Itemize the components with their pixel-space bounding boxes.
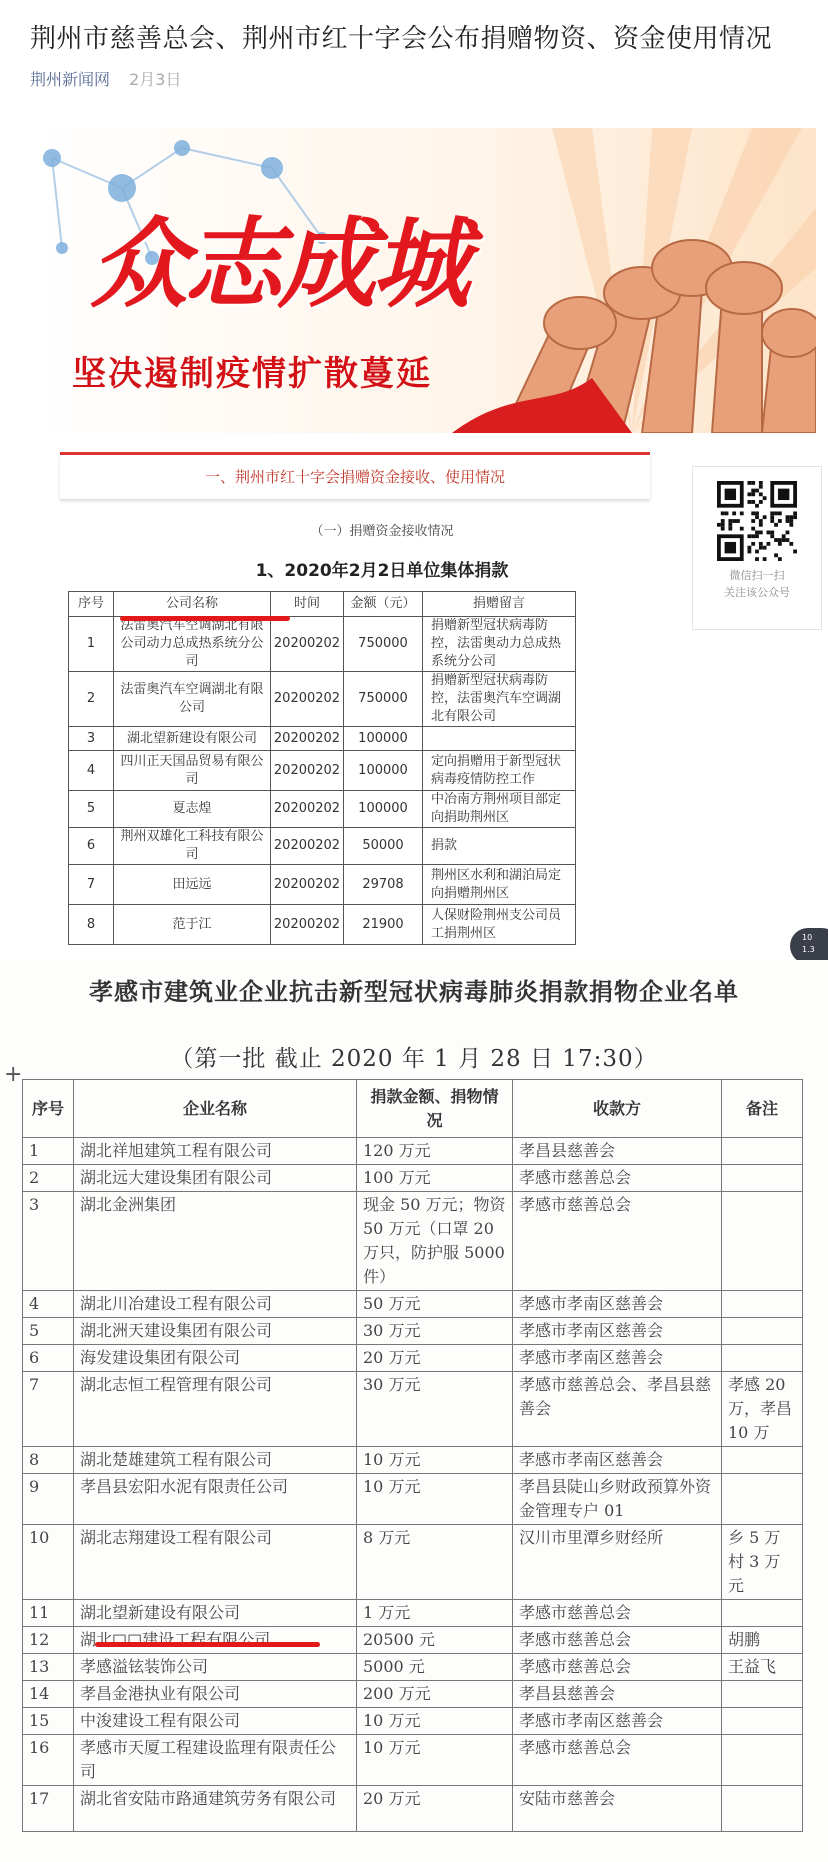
banner-slogan-sub: 坚决遏制疫情扩散蔓延 xyxy=(72,354,432,394)
table-cell: 50000 xyxy=(344,828,423,865)
table-cell: 定向捐赠用于新型冠状病毒疫情防控工作 xyxy=(423,751,576,791)
col-header: 捐款金额、捐物情况 xyxy=(357,1080,513,1138)
col-header: 收款方 xyxy=(513,1080,722,1138)
table-cell: 3 xyxy=(23,1192,74,1291)
table-cell: 17 xyxy=(23,1786,74,1832)
table-cell: 湖北洲天建设集团有限公司 xyxy=(74,1318,357,1345)
table-cell: 王益飞 xyxy=(722,1654,803,1681)
table-cell: 湖北川冶建设工程有限公司 xyxy=(74,1291,357,1318)
table-row xyxy=(23,1525,803,1600)
table-cell: 湖北望新建设有限公司 xyxy=(74,1600,357,1627)
table-cell: 10 万元 xyxy=(357,1708,513,1735)
table-row xyxy=(23,1474,803,1525)
table-cell: 16 xyxy=(23,1735,74,1786)
table-row xyxy=(23,1372,803,1447)
table-cell xyxy=(722,1318,803,1345)
table-row xyxy=(23,1654,803,1681)
table-row xyxy=(69,905,576,945)
table-cell xyxy=(722,1165,803,1192)
table-cell: 荆州区水利和湖泊局定向捐赠荆州区 xyxy=(423,865,576,905)
qr-caption-follow: 关注该公众号 xyxy=(724,586,790,599)
table-row xyxy=(23,1708,803,1735)
table-cell: 8 万元 xyxy=(357,1525,513,1600)
table-cell: 30 万元 xyxy=(357,1318,513,1345)
table-cell: 捐赠新型冠状病毒防控，法雷奥汽车空调湖北有限公司 xyxy=(423,672,576,727)
table-cell: 1 xyxy=(23,1138,74,1165)
table-cell: 10 万元 xyxy=(357,1447,513,1474)
table-cell: 孝感市孝南区慈善会 xyxy=(513,1708,722,1735)
source-link[interactable]: 荆州新闻网 xyxy=(30,70,111,89)
table-cell: 4 xyxy=(69,751,114,791)
table-cell: 中浚建设工程有限公司 xyxy=(74,1708,357,1735)
table-cell: 4 xyxy=(23,1291,74,1318)
table-cell: 6 xyxy=(23,1345,74,1372)
table-cell: 750000 xyxy=(344,672,423,727)
table-row xyxy=(23,1165,803,1192)
table-row xyxy=(23,1786,803,1832)
table-cell: 20200202 xyxy=(271,905,344,945)
table-cell: 15 xyxy=(23,1708,74,1735)
col-header: 备注 xyxy=(722,1080,803,1138)
table-cell: 中冶南方荆州项目部定向捐助荆州区 xyxy=(423,791,576,828)
table-cell: 20200202 xyxy=(271,791,344,828)
table-cell: 12 xyxy=(23,1627,74,1654)
col-header: 公司名称 xyxy=(114,592,271,617)
table-cell: 湖北楚雄建筑工程有限公司 xyxy=(74,1447,357,1474)
document-title: 孝感市建筑业企业抗击新型冠状病毒肺炎捐款捐物企业名单 xyxy=(89,977,739,1006)
table-cell: 湖北祥旭建筑工程有限公司 xyxy=(74,1138,357,1165)
table-cell: 20200202 xyxy=(271,617,344,672)
table-cell: 6 xyxy=(69,828,114,865)
table-cell: 汉川市里潭乡财经所 xyxy=(513,1525,722,1600)
table-row xyxy=(69,828,576,865)
table-cell: 100000 xyxy=(344,727,423,751)
table-cell xyxy=(722,1600,803,1627)
table-cell: 100000 xyxy=(344,791,423,828)
table-cell xyxy=(722,1138,803,1165)
table-row xyxy=(69,727,576,751)
table-cell: 孝感市孝南区慈善会 xyxy=(513,1291,722,1318)
red-underline-mark xyxy=(120,616,290,621)
table-cell: 14 xyxy=(23,1681,74,1708)
table-cell: 孝感市慈善总会 xyxy=(513,1165,722,1192)
qr-code-icon xyxy=(717,481,797,561)
table-header-row xyxy=(23,1080,803,1138)
table-cell: 孝感溢铉装饰公司 xyxy=(74,1654,357,1681)
banner-slogan-main: 众志成城 xyxy=(90,207,467,322)
red-cross-donation-table xyxy=(68,591,576,945)
table-cell xyxy=(423,727,576,751)
table-row xyxy=(23,1600,803,1627)
qr-caption-scan: 微信扫一扫 xyxy=(729,569,785,582)
table-cell: 1 xyxy=(69,617,114,672)
table-cell: 孝感市慈善总会 xyxy=(513,1654,722,1681)
document-subtitle: （第一批 截止 2020 年 1 月 28 日 17:30） xyxy=(170,1046,658,1072)
table-cell xyxy=(722,1291,803,1318)
table-cell xyxy=(722,1708,803,1735)
table-row xyxy=(69,751,576,791)
col-header: 时间 xyxy=(271,592,344,617)
red-cross-donation-section xyxy=(32,438,828,968)
follow-account-card[interactable] xyxy=(692,466,822,630)
table-cell: 胡鹏 xyxy=(722,1627,803,1654)
table-cell: 20200202 xyxy=(271,751,344,791)
article-header xyxy=(30,18,810,90)
table-cell: 3 xyxy=(69,727,114,751)
table-cell: 10 万元 xyxy=(357,1735,513,1786)
table-cell: 四川正天国品贸易有限公司 xyxy=(114,751,271,791)
table-row xyxy=(23,1138,803,1165)
table-cell: 孝感市慈善总会 xyxy=(513,1600,722,1627)
table-cell: 5 xyxy=(69,791,114,828)
table-cell: 7 xyxy=(23,1372,74,1447)
article-meta xyxy=(30,67,810,90)
table-cell: 孝感 20 万，孝昌 10 万 xyxy=(722,1372,803,1447)
table-cell: 范于江 xyxy=(114,905,271,945)
table-cell: 孝感市慈善总会 xyxy=(513,1735,722,1786)
table-cell xyxy=(722,1786,803,1832)
table-row xyxy=(23,1192,803,1291)
table-row xyxy=(23,1345,803,1372)
table-cell: 湖北望新建设有限公司 xyxy=(114,727,271,751)
table-cell: 安陆市慈善会 xyxy=(513,1786,722,1832)
float-stat-1: 10 xyxy=(802,933,813,942)
red-underline-mark xyxy=(95,1642,320,1647)
table-row xyxy=(69,672,576,727)
table-cell: 5000 元 xyxy=(357,1654,513,1681)
table-row xyxy=(23,1735,803,1786)
xiaogan-donation-table xyxy=(22,1079,803,1832)
table-cell: 人保财险荆州支公司员工捐荆州区 xyxy=(423,905,576,945)
table-cell: 29708 xyxy=(344,865,423,905)
table-cell: 13 xyxy=(23,1654,74,1681)
table-cell: 湖北□□建设工程有限公司 xyxy=(74,1627,357,1654)
table-cell: 200 万元 xyxy=(357,1681,513,1708)
col-header: 金额（元） xyxy=(344,592,423,617)
article-title: 荆州市慈善总会、荆州市红十字会公布捐赠物资、资金使用情况 xyxy=(30,24,773,54)
table-cell: 孝昌县慈善会 xyxy=(513,1138,722,1165)
table-cell: 夏志煌 xyxy=(114,791,271,828)
table-row xyxy=(23,1681,803,1708)
table-row xyxy=(69,617,576,672)
table-row xyxy=(23,1318,803,1345)
xiaogan-donation-document xyxy=(0,960,828,1862)
table-cell: 11 xyxy=(23,1600,74,1627)
table-row xyxy=(23,1291,803,1318)
table-cell: 捐赠新型冠状病毒防控，法雷奥动力总成热系统分公司 xyxy=(423,617,576,672)
table-cell: 20200202 xyxy=(271,865,344,905)
table-cell: 30 万元 xyxy=(357,1372,513,1447)
table-cell: 20200202 xyxy=(271,672,344,727)
table-cell xyxy=(722,1681,803,1708)
table-cell: 法雷奥汽车空调湖北有限公司 xyxy=(114,672,271,727)
table-cell: 孝感市慈善总会 xyxy=(513,1627,722,1654)
table-cell: 孝感市慈善总会 xyxy=(513,1192,722,1291)
table-cell xyxy=(722,1474,803,1525)
table-cell: 8 xyxy=(69,905,114,945)
table-cell: 100 万元 xyxy=(357,1165,513,1192)
section-subheader: （一）捐赠资金接收情况 xyxy=(310,524,454,539)
table-cell: 孝感市孝南区慈善会 xyxy=(513,1345,722,1372)
table-cell: 孝感市慈善总会、孝昌县慈善会 xyxy=(513,1372,722,1447)
table-header-row xyxy=(69,592,576,617)
table-cell: 海发建设集团有限公司 xyxy=(74,1345,357,1372)
table-cell xyxy=(722,1735,803,1786)
table-cell: 孝感市孝南区慈善会 xyxy=(513,1447,722,1474)
table-cell: 10 xyxy=(23,1525,74,1600)
table-cell: 孝感市天厦工程建设监理有限责任公司 xyxy=(74,1735,357,1786)
table-cell: 2 xyxy=(23,1165,74,1192)
table-cell: 荆州双雄化工科技有限公司 xyxy=(114,828,271,865)
table-cell: 7 xyxy=(69,865,114,905)
table-cell: 9 xyxy=(23,1474,74,1525)
table-cell: 法雷奥汽车空调湖北有限公司动力总成热系统分公司 xyxy=(114,617,271,672)
table-row xyxy=(23,1627,803,1654)
table-cell: 750000 xyxy=(344,617,423,672)
float-stat-2: 1.3 xyxy=(802,945,815,954)
table-cell: 20500 元 xyxy=(357,1627,513,1654)
table-cell: 湖北金洲集团 xyxy=(74,1192,357,1291)
table-cell xyxy=(722,1345,803,1372)
table-title: 1、2020年2月2日单位集体捐款 xyxy=(255,561,509,581)
table-cell: 20200202 xyxy=(271,828,344,865)
table-cell: 21900 xyxy=(344,905,423,945)
table-cell: 1 万元 xyxy=(357,1600,513,1627)
table-cell: 5 xyxy=(23,1318,74,1345)
table-cell: 现金 50 万元；物资 50 万元（口罩 20 万只，防护服 5000 件） xyxy=(357,1192,513,1291)
table-row xyxy=(69,865,576,905)
publish-date: 2月3日 xyxy=(129,70,182,89)
table-cell: 20 万元 xyxy=(357,1345,513,1372)
table-cell: 孝昌县慈善会 xyxy=(513,1681,722,1708)
table-cell: 湖北省安陆市路通建筑劳务有限公司 xyxy=(74,1786,357,1832)
table-cell: 田远远 xyxy=(114,865,271,905)
table-cell: 乡 5 万 村 3 万元 xyxy=(722,1525,803,1600)
table-cell: 100000 xyxy=(344,751,423,791)
table-cell: 2 xyxy=(69,672,114,727)
table-cell: 湖北远大建设集团有限公司 xyxy=(74,1165,357,1192)
col-header: 序号 xyxy=(69,592,114,617)
table-cell: 20 万元 xyxy=(357,1786,513,1832)
table-cell: 120 万元 xyxy=(357,1138,513,1165)
col-header: 捐赠留言 xyxy=(423,592,576,617)
table-row xyxy=(69,791,576,828)
table-cell xyxy=(722,1447,803,1474)
table-cell: 捐款 xyxy=(423,828,576,865)
table-cell xyxy=(722,1192,803,1291)
table-cell: 孝昌县陡山乡财政预算外资金管理专户 01 xyxy=(513,1474,722,1525)
col-header: 序号 xyxy=(23,1080,74,1138)
table-move-handle-icon: + xyxy=(4,1062,23,1087)
table-cell: 湖北志恒工程管理有限公司 xyxy=(74,1372,357,1447)
table-cell: 20200202 xyxy=(271,727,344,751)
section-header-box: 一、荆州市红十字会捐赠资金接收、使用情况 xyxy=(60,452,650,499)
banner-image xyxy=(32,128,816,433)
table-cell: 孝昌县宏阳水泥有限责任公司 xyxy=(74,1474,357,1525)
table-cell: 湖北志翔建设工程有限公司 xyxy=(74,1525,357,1600)
table-row xyxy=(23,1447,803,1474)
col-header: 企业名称 xyxy=(74,1080,357,1138)
table-cell: 孝昌金港执业有限公司 xyxy=(74,1681,357,1708)
floating-stats-button[interactable] xyxy=(790,928,828,964)
table-cell: 孝感市孝南区慈善会 xyxy=(513,1318,722,1345)
table-cell: 10 万元 xyxy=(357,1474,513,1525)
table-cell: 50 万元 xyxy=(357,1291,513,1318)
table-cell: 8 xyxy=(23,1447,74,1474)
